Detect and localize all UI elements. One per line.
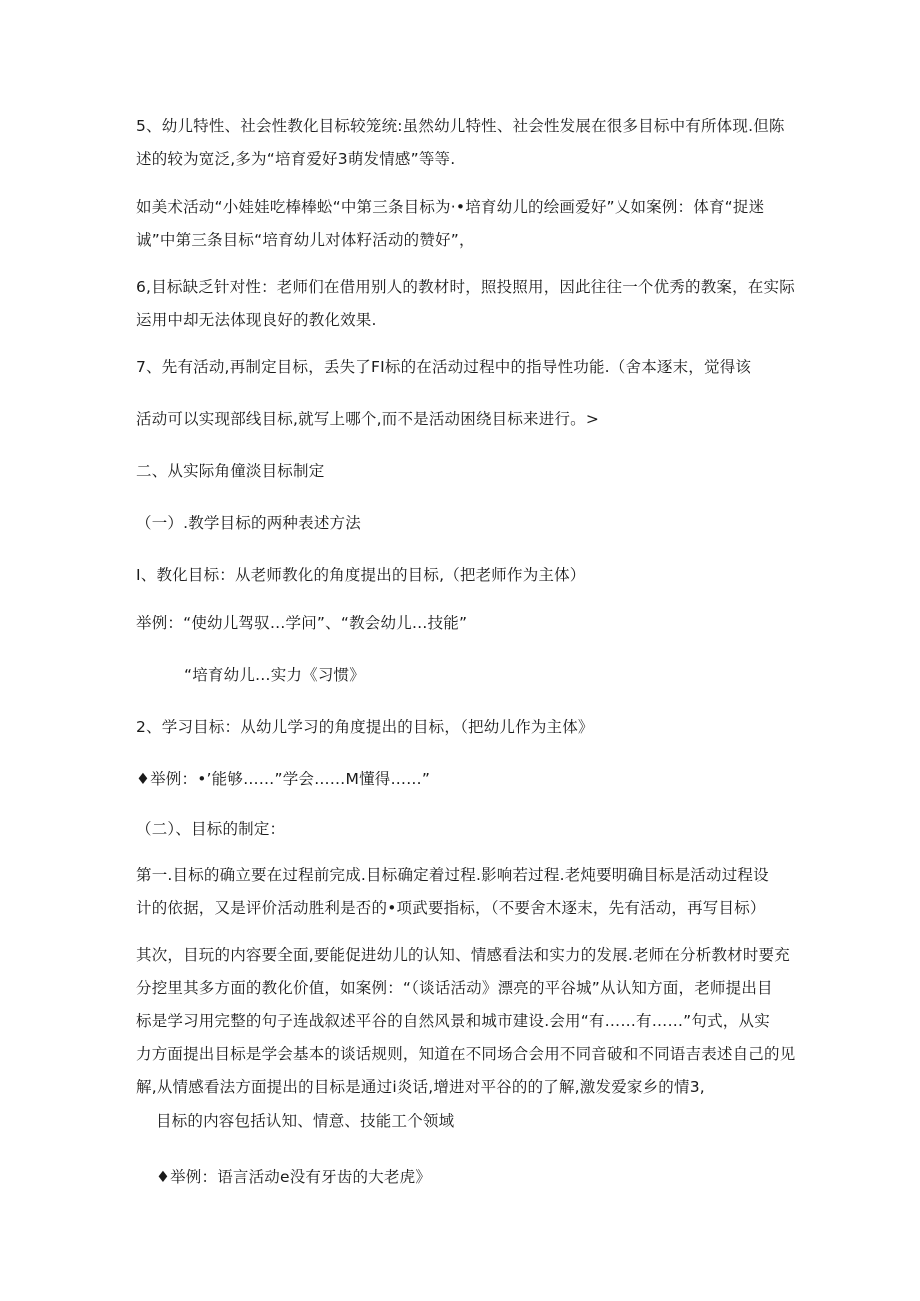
text-line: 活动可以实现部线目标,就写上哪个,而不是活动困绕目标来进行。> xyxy=(136,410,600,428)
paragraph-point-6 xyxy=(136,271,795,337)
text-line: “培育幼儿…实力《习惯》 xyxy=(184,666,365,684)
text-line: 举例：“使幼儿驾驭…学问”、“教会幼儿…技能” xyxy=(136,614,468,632)
text-line: 其次，目玩的内容要全面,要能促进幼儿的认知、情感看法和实力的发展.老师在分析教材时要充 xyxy=(136,946,790,964)
heading-text: （一）.教学目标的两种表述方法 xyxy=(136,514,361,532)
example-learning-goal xyxy=(136,763,430,796)
paragraph-point-7 xyxy=(136,351,751,384)
paragraph-art-example xyxy=(136,191,764,257)
text-line: 运用中却无法体现良好的教化效果. xyxy=(136,311,377,329)
subsection-heading-2 xyxy=(136,813,285,846)
text-line: ♦举例：语言活动e没有牙齿的大老虎》 xyxy=(156,1168,432,1186)
example-teaching-goal-continued xyxy=(184,659,365,692)
text-line: 6,目标缺乏针对性：老师们在借用别人的教材时，照投照用，因此往往一个优秀的教案，在实际 xyxy=(136,278,795,296)
text-line: 5、幼儿特性、社会性教化目标较笼统:虽然幼儿特性、社会性发展在很多目标中有所体现.但陈 xyxy=(136,117,785,135)
heading-text: （二）、目标的制定： xyxy=(136,820,286,838)
example-language-activity xyxy=(156,1161,431,1194)
text-line: 力方面提出目标是学会基本的谈话规则，知道在不同场合会用不同音破和不同语吉表述自己的见 xyxy=(136,1045,796,1063)
example-teaching-goal xyxy=(136,607,467,640)
paragraph-goal-scope xyxy=(156,1105,454,1138)
item-learning-goal xyxy=(136,711,594,744)
text-line: 如美术活动“小娃娃吃棒棒蚣“中第三条目标为·•培育幼儿的绘画爱好”乂如案例：体育“捉迷 xyxy=(136,198,765,216)
text-line: 2、学习目标：从幼儿学习的角度提出的目标，（把幼儿作为主体》 xyxy=(136,718,594,736)
text-line: 述的较为宽泛,多为“培育爱好3萌发情感”等等. xyxy=(136,150,456,168)
text-line: 标是学习用完整的句子连战叙述平谷的自然风景和城市建设.会用“有……有……”句式，从实 xyxy=(136,1012,770,1030)
subsection-heading-1 xyxy=(136,507,361,540)
paragraph-point-7-continued xyxy=(136,403,599,436)
section-heading-2 xyxy=(136,455,324,488)
text-line: 7、先有活动,再制定目标，丢失了FI标的在活动过程中的指导性功能.（舍本逐末，觉得该 xyxy=(136,358,752,376)
item-teaching-goal xyxy=(136,559,586,592)
text-line: I、教化目标：从老师教化的角度提出的目标,（把老师作为主体） xyxy=(136,566,586,584)
text-line: ♦举例：•’能够……”学会……M懂得……” xyxy=(136,770,431,788)
text-line: 第一.目标的确立要在过程前完成.目标确定着过程.影响若过程.老炖要明确目标是活动过程设 xyxy=(136,866,769,884)
text-line: 分挖里其多方面的教化价值，如案例：“（谈话活动》漂亮的平谷城”从认知方面，老师提出目 xyxy=(136,979,773,997)
text-line: 计的依据，又是评价活动胜利是否的•项武要指标，（不要舍木逐末，先有活动，再写目标） xyxy=(136,899,766,917)
text-line: 诚”中第三条目标“培育幼儿对体籽活动的赞好”， xyxy=(136,231,475,249)
text-line: 解,从情感看法方面提出的目标是通过i炎话,增进对平谷的的了解,激发爱家乡的情3, xyxy=(136,1078,705,1096)
paragraph-first xyxy=(136,859,769,925)
paragraph-second xyxy=(136,939,795,1104)
text-line: 目标的内容包括认知、情意、技能工个领域 xyxy=(156,1112,455,1130)
paragraph-point-5 xyxy=(136,110,785,176)
heading-text: 二、从实际角僮淡目标制定 xyxy=(136,462,325,480)
